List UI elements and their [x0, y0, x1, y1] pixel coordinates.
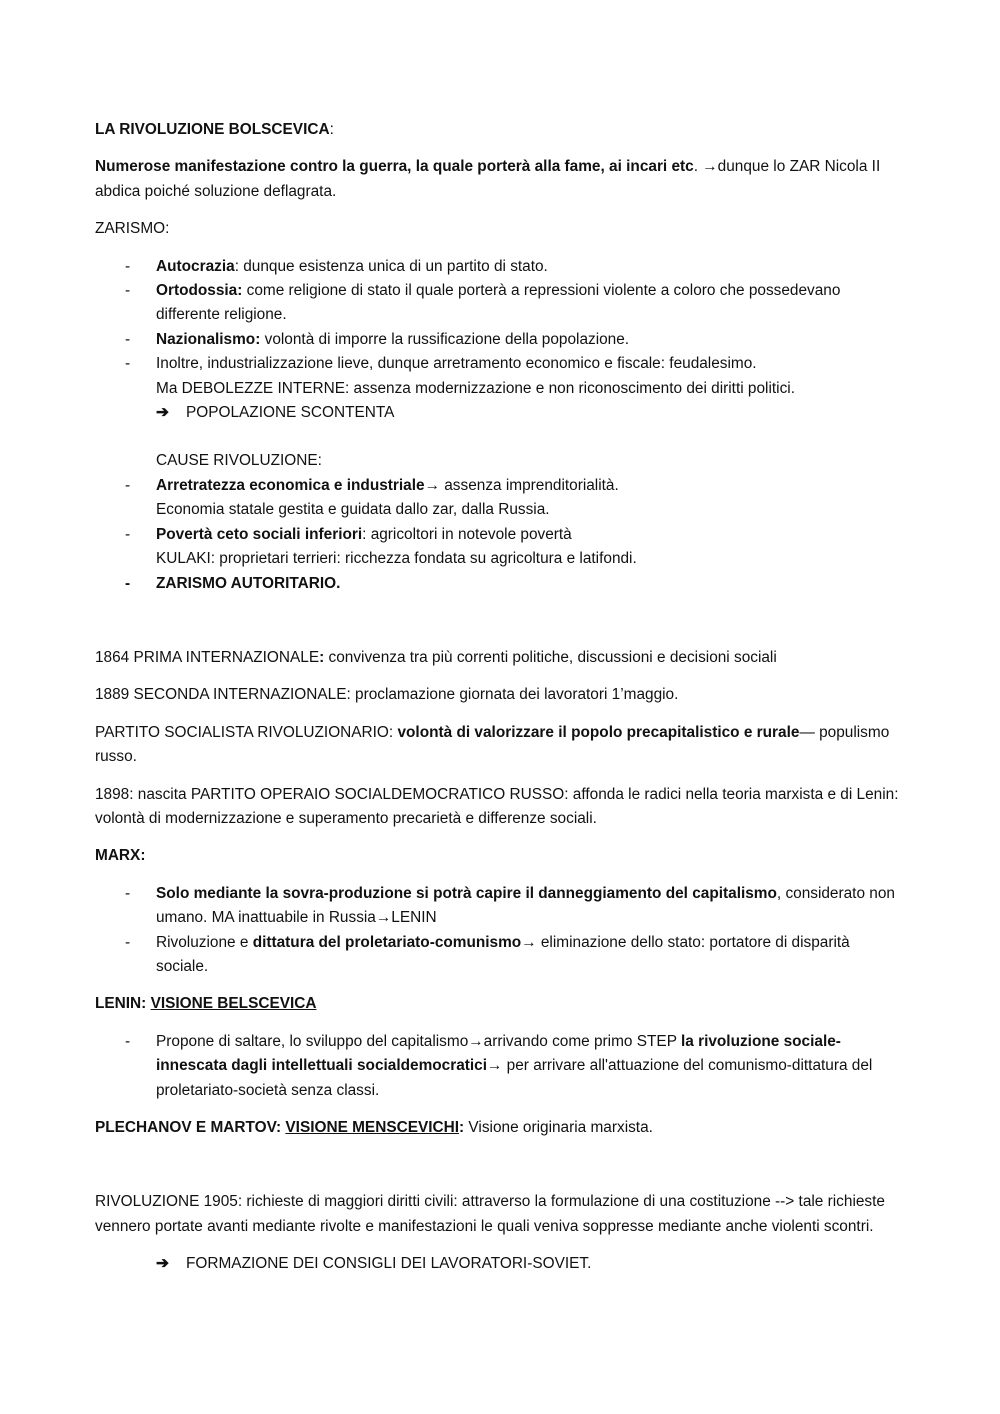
dash-bullet: -	[125, 574, 131, 592]
text: — populismo russo.	[95, 723, 890, 766]
item-bold: Nazionalismo:	[156, 330, 261, 348]
list-item	[95, 352, 905, 376]
text: PARTITO SOCIALISTA RIVOLUZIONARIO:	[95, 723, 398, 741]
popolazione-text: POPOLAZIONE SCONTENTA	[186, 404, 395, 422]
item-bold: Arretratezza economica e industriale	[156, 476, 425, 494]
text-bold: :	[459, 1119, 465, 1136]
zarismo-list	[95, 255, 905, 401]
item-text: → per arrivare all'attuazione del comunismo-dittatura del proletariato-società senza classi.	[156, 1057, 873, 1099]
dash-bullet: -	[125, 525, 131, 543]
list-item	[95, 931, 905, 980]
arrow-line	[95, 401, 905, 425]
text-underline: VISIONE MENSCEVICHI	[285, 1119, 460, 1136]
text-underline: VISIONE BELSCEVICA	[150, 995, 317, 1013]
document-title	[95, 118, 905, 142]
text-bold: volontà di valorizzare il popolo precapitalistico e rurale	[397, 723, 800, 741]
item-text: come religione di stato il quale porterà a repressioni violente a coloro che possedevano differente religione.	[156, 282, 841, 324]
intro-paragraph	[95, 155, 905, 204]
spacer	[95, 425, 905, 449]
list-item	[95, 523, 905, 572]
item-text: Propone di saltare, lo sviluppo del capitalismo→arrivando come primo STEP	[156, 1032, 681, 1050]
dash-bullet: -	[125, 355, 131, 373]
internazionale-1	[95, 646, 905, 670]
lenin-heading	[95, 992, 905, 1016]
item-text: → eliminazione dello stato: portatore di disparità sociale.	[156, 933, 850, 975]
item-bold: Autocrazia	[156, 257, 235, 275]
spacer	[95, 609, 905, 646]
item-bold: la rivoluzione sociale-innescata dagli intellettuali socialdemocratici	[156, 1032, 841, 1075]
spacer	[95, 1153, 905, 1190]
item-text: Rivoluzione e	[156, 933, 253, 951]
arrow-icon: ➔	[156, 1255, 169, 1273]
dash-bullet: -	[125, 884, 131, 902]
list-item	[95, 1030, 905, 1103]
soviet-text: FORMAZIONE DEI CONSIGLI DEI LAVORATORI-SOVIET.	[186, 1255, 592, 1273]
list-item	[95, 572, 905, 596]
plechanov-paragraph	[95, 1116, 905, 1140]
marx-list	[95, 882, 905, 980]
dash-bullet: -	[125, 1032, 131, 1050]
dash-bullet: -	[125, 282, 131, 300]
item-bold: dittatura del proletariato-comunismo	[252, 933, 522, 951]
dash-bullet: -	[125, 933, 131, 951]
internazionale-2: 1889 SECONDA INTERNAZIONALE: proclamazione giornata dei lavoratori 1’maggio.	[95, 686, 679, 704]
text: convivenza tra più correnti politiche, discussioni e decisioni sociali	[324, 648, 777, 666]
dash-bullet: -	[125, 257, 131, 275]
intro-text: . →dunque lo ZAR Nicola II abdica poiché soluzione deflagrata.	[95, 158, 881, 200]
item-bold: Solo mediante la sovra-produzione si potrà capire il danneggiamento del capitalismo	[156, 884, 777, 902]
list-item	[95, 882, 905, 931]
partito-sr-paragraph	[95, 721, 905, 770]
list-item	[95, 255, 905, 279]
text-bold: PLECHANOV E MARTOV:	[95, 1119, 286, 1136]
dash-bullet: -	[125, 330, 131, 348]
text: 1864 PRIMA INTERNAZIONALE	[95, 648, 320, 666]
item-bold: Ortodossia:	[156, 282, 243, 300]
item-text: → assenza imprenditorialità.	[424, 476, 619, 494]
title-text: LA RIVOLUZIONE BOLSCEVICA	[95, 121, 330, 138]
arrow-line	[95, 1252, 905, 1276]
item-text: : agricoltori in notevole povertà	[362, 525, 572, 543]
item-bold: Povertà ceto sociali inferiori	[156, 525, 363, 543]
text-bold: :	[319, 648, 325, 666]
lenin-list	[95, 1030, 905, 1103]
zarismo-heading: ZARISMO:	[95, 220, 170, 238]
title-colon: :	[329, 121, 334, 138]
list-continuation	[95, 377, 905, 401]
item-text: : dunque esistenza unica di un partito di stato.	[234, 257, 548, 275]
list-item	[95, 328, 905, 352]
rivoluzione-1905-paragraph: RIVOLUZIONE 1905: richieste di maggiori diritti civili: attraverso la formulazione di una costituzione --> tale richieste vennero portate avanti mediante rivolte e manifestazioni le quali veniva soppresse mediante anche violenti scontri.	[95, 1193, 885, 1235]
posdr-paragraph: 1898: nascita PARTITO OPERAIO SOCIALDEMOCRATICO RUSSO: affonda le radici nella teoria marxista e di Lenin: volontà di modernizzazione e superamento precarietà e differenze sociali.	[95, 785, 899, 827]
text-bold: LENIN:	[95, 995, 151, 1013]
list-item	[95, 279, 905, 328]
item-extra: KULAKI: proprietari terrieri: ricchezza fondata su agricoltura e latifondi.	[156, 550, 637, 568]
item-bold: ZARISMO AUTORITARIO.	[156, 574, 341, 592]
cause-list	[95, 474, 905, 596]
arrow-icon: ➔	[156, 404, 169, 422]
debolezze-text: Ma DEBOLEZZE INTERNE: assenza modernizzazione e non riconoscimento dei diritti politici.	[156, 379, 795, 397]
marx-heading: MARX:	[95, 847, 146, 865]
intro-bold: Numerose manifestazione contro la guerra, la quale porterà alla fame, ai incari etc	[95, 158, 694, 176]
text: Visione originaria marxista.	[464, 1119, 653, 1136]
dash-bullet: -	[125, 476, 131, 494]
item-text: volontà di imporre la russificazione della popolazione.	[260, 330, 630, 348]
list-item	[95, 474, 905, 523]
cause-heading: CAUSE RIVOLUZIONE:	[156, 452, 322, 470]
item-text: , considerato non umano. MA inattuabile in Russia→LENIN	[156, 884, 895, 927]
item-text: Inoltre, industrializzazione lieve, dunque arretramento economico e fiscale: feudalesimo.	[156, 355, 757, 373]
item-extra: Economia statale gestita e guidata dallo zar, dalla Russia.	[156, 501, 550, 519]
